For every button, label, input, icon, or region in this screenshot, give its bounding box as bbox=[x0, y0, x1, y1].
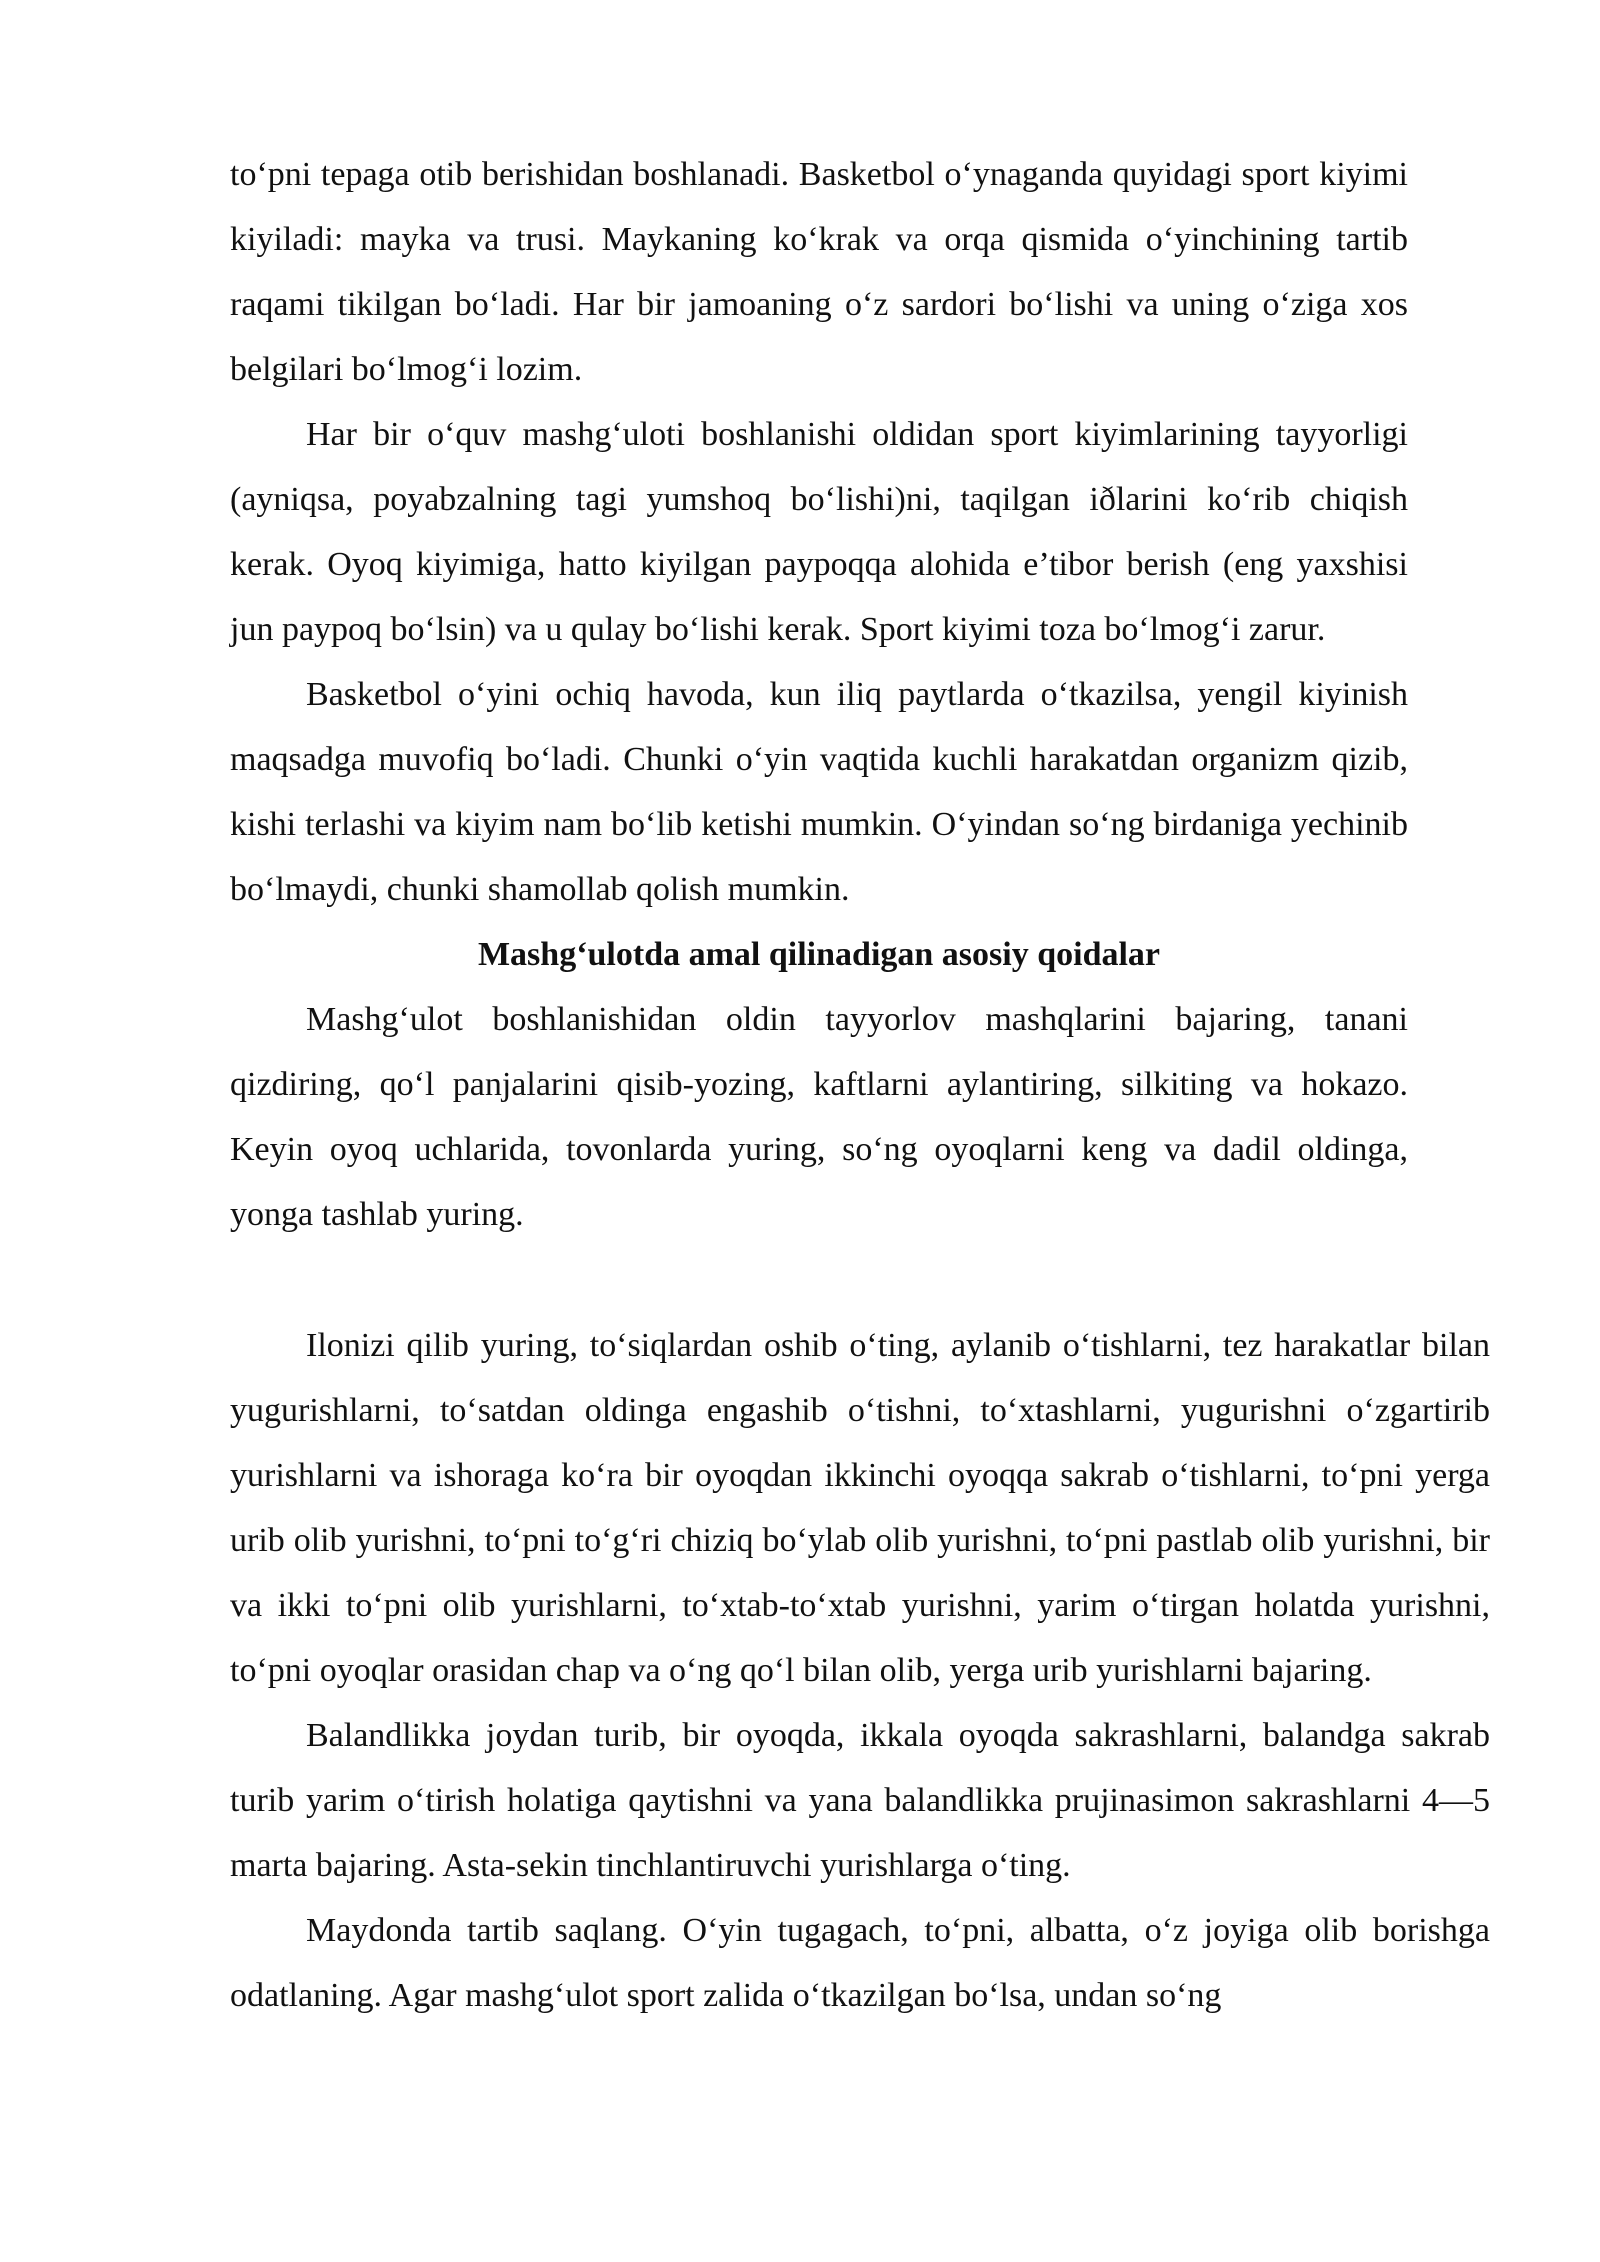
paragraph: Mashg‘ulot boshlanishidan oldin tayyorlov mashqlarini bajaring, tanani qizdiring, qo‘l panjalarini qisib-yozing, kaftlarni aylantiring, silkiting va hokazo. Keyin oyoq uchlarida, tovonlarda yuring, so‘ng oyoqlarni keng va dadil oldinga, yonga tashlab yuring. bbox=[230, 1001, 1408, 1233]
text-block-a bbox=[230, 142, 1408, 1247]
paragraph: Basketbol o‘yini ochiq havoda, kun iliq paytlarda o‘tkazilsa, yengil kiyinish maqsadga muvofiq bo‘ladi. Chunki o‘yin vaqtida kuchli harakatdan organizm qizib, kishi terlashi va kiyim nam bo‘lib ketishi mumkin. O‘yindan so‘ng birdaniga yechinib bo‘lmaydi, chunki shamollab qolish mumkin. bbox=[230, 676, 1408, 908]
section-heading: Mashg‘ulotda amal qilinadigan asosiy qoidalar bbox=[477, 936, 1161, 973]
paragraph: Har bir o‘quv mashg‘uloti boshlanishi oldidan sport kiyimlarining tayyorligi (ayniqsa, poyabzalning tagi yumshoq bo‘lishi)ni, taqilgan iðlarini ko‘rib chiqish kerak. Oyoq kiyimiga, hatto kiyilgan paypoqqa alohida e’tibor berish (eng yaxshisi jun paypoq bo‘lsin) va u qulay bo‘lishi kerak. Sport kiyimi toza bo‘lmog‘i zarur. bbox=[230, 416, 1408, 648]
paragraph: Ilonizi qilib yuring, to‘siqlardan oshib o‘ting, aylanib o‘tishlarni, tez harakatlar bilan yugurishlarni, to‘satdan oldinga engashib o‘tishni, to‘xtashlarni, yugurishni o‘zgartirib yurishlarni va ishoraga ko‘ra bir oyoqdan ikkinchi oyoqqa sakrab o‘tishlarni, to‘pni yerga urib olib yurishni, to‘pni to‘g‘ri chiziq bo‘ylab olib yurishni, to‘pni pastlab olib yurishni, bir va ikki to‘pni olib yurishlarni, to‘xtab-to‘xtab yurishni, yarim o‘tirgan holatda yurishni, to‘pni oyoqlar orasidan chap va o‘ng qo‘l bilan olib, yerga urib yurishlarni bajaring. bbox=[230, 1327, 1490, 1689]
paragraph: Maydonda tartib saqlang. O‘yin tugagach, to‘pni, albatta, o‘z joyiga olib borishga odatlaning. Agar mashg‘ulot sport zalida o‘tkazilgan bo‘lsa, undan so‘ng bbox=[230, 1912, 1490, 2014]
paragraph: Balandlikka joydan turib, bir oyoqda, ikkala oyoqda sakrashlarni, balandga sakrab turib yarim o‘tirish holatiga qaytishni va yana balandlikka prujinasimon sakrashlarni 4—5 marta bajaring. Asta-sekin tinchlantiruvchi yurishlarga o‘ting. bbox=[230, 1717, 1490, 1884]
paragraph: to‘pni tepaga otib berishidan boshlanadi. Basketbol o‘ynaganda quyidagi sport kiyimi kiyiladi: mayka va trusi. Maykaning ko‘krak va orqa qismida o‘yinchining tartib raqami tikilgan bo‘ladi. Har bir jamoaning o‘z sardori bo‘lishi va uning o‘ziga xos belgilari bo‘lmog‘i lozim. bbox=[230, 156, 1408, 388]
text-block-c bbox=[230, 1313, 1490, 2028]
